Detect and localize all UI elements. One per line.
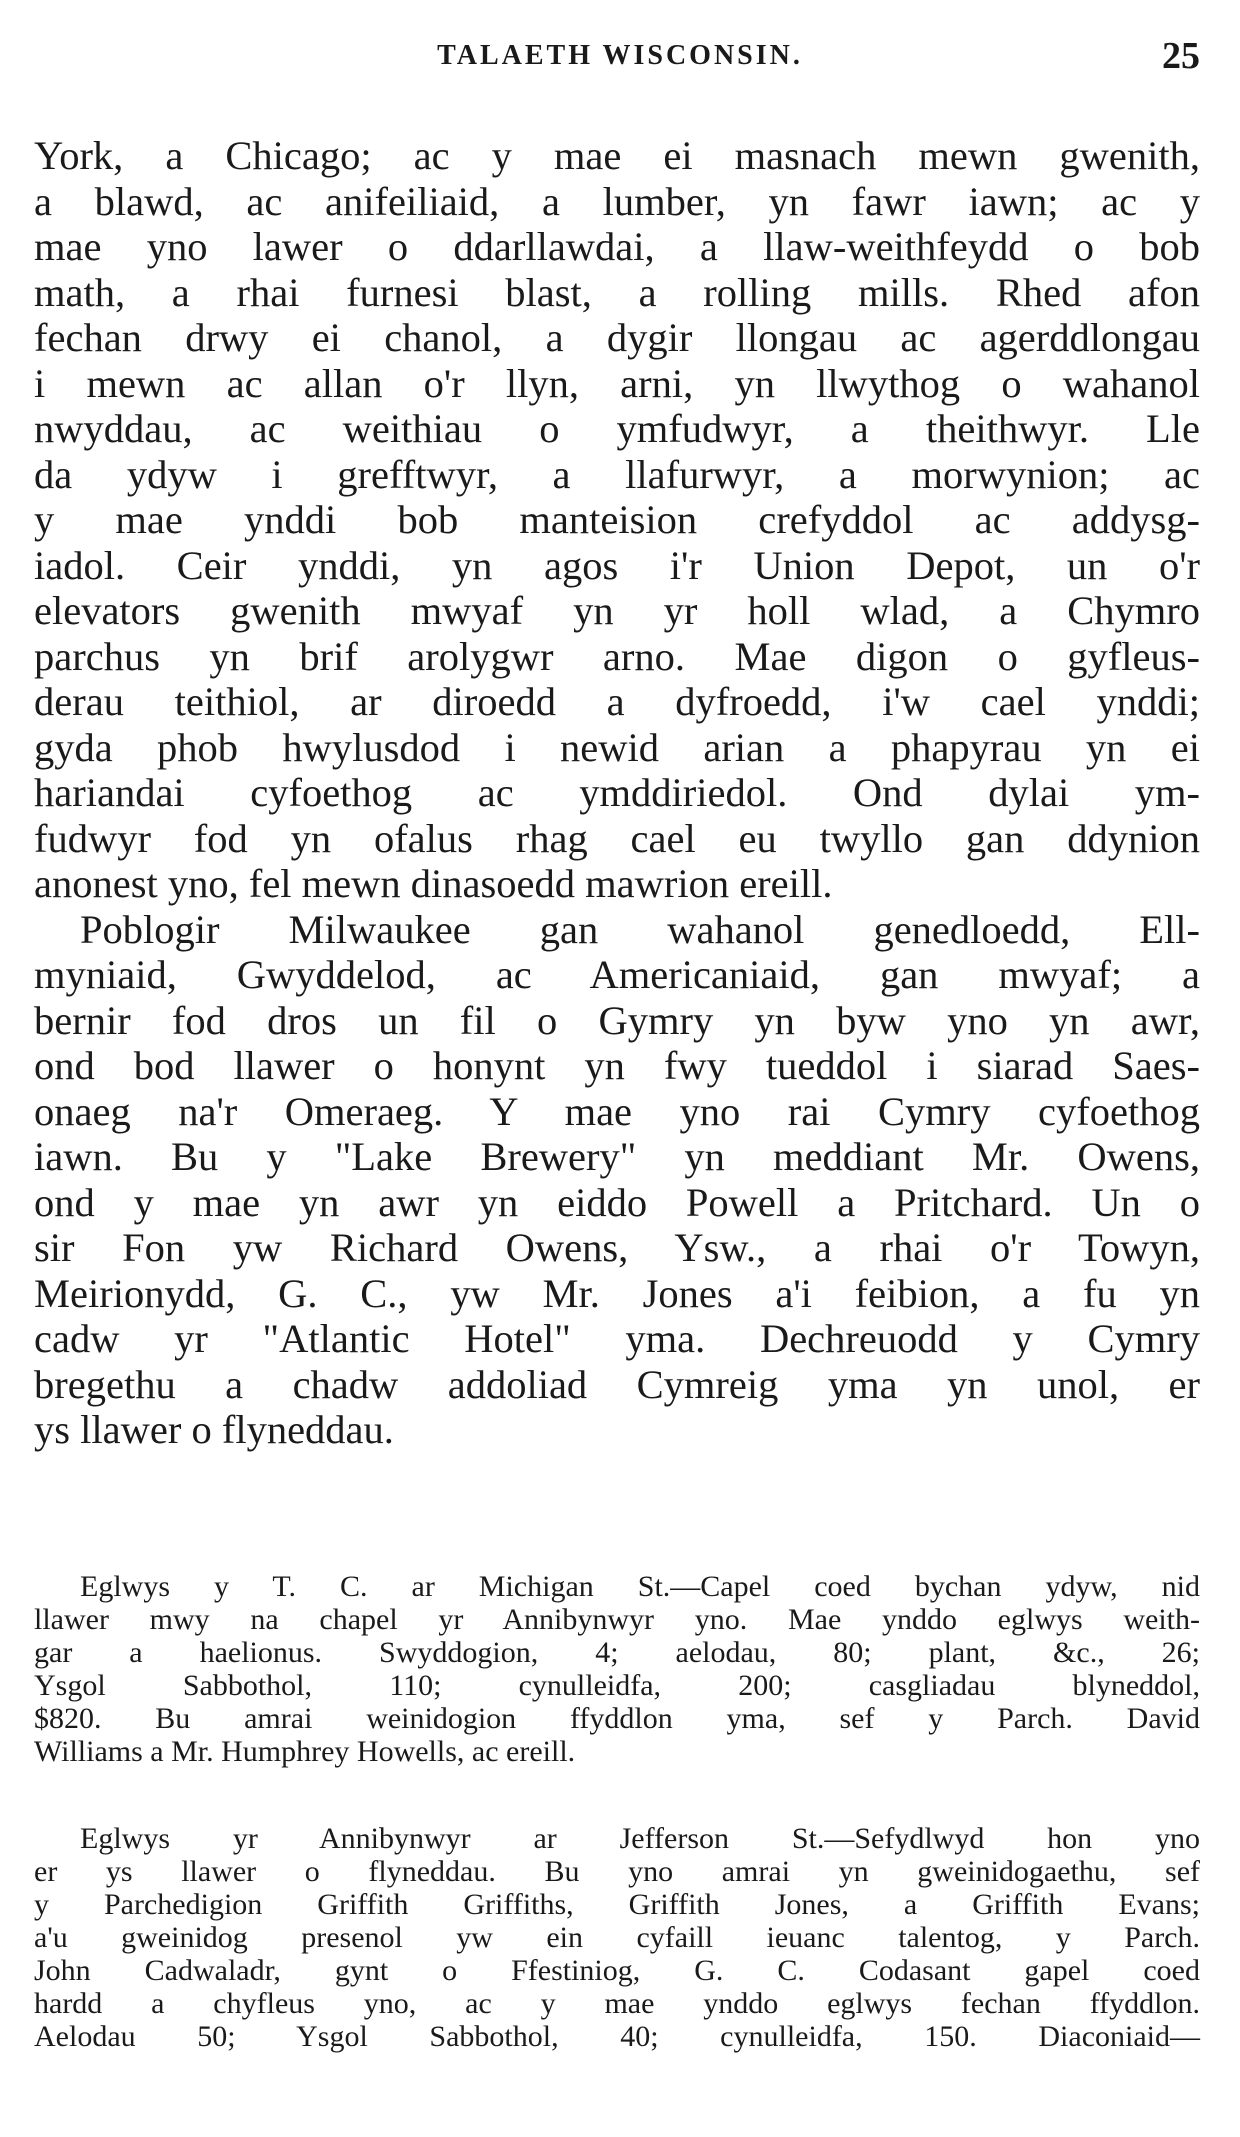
text-line: fechan drwy ei chanol, a dygir llongau ac agerddlongau	[34, 315, 1200, 360]
text-line: Poblogir Milwaukee gan wahanol genedloedd, Ell-	[80, 906, 1200, 952]
text-line: ys llawer o flyneddau.	[34, 1407, 394, 1452]
note-line: John Cadwaladr, gynt o Ffestiniog, G. C. Codasant gapel coed	[34, 1954, 1200, 1987]
text-line: math, a rhai furnesi blast, a rolling mills. Rhed afon	[34, 269, 1200, 315]
note-michigan-street	[34, 1570, 1200, 1768]
text-line: parchus yn brif arolygwr arno. Mae digon o gyfleus-	[34, 633, 1200, 679]
text-line: York, a Chicago; ac y mae ei masnach mewn gwenith,	[34, 133, 1200, 178]
note-line: $820. Bu amrai weinidogion ffyddlon yma, sef y Parch. David	[34, 1702, 1200, 1735]
text-line: onaeg na'r Omeraeg. Y mae yno rai Cymry cyfoethog	[34, 1088, 1200, 1134]
text-line: sir Fon yw Richard Owens, Ysw., a rhai o'r Towyn,	[34, 1225, 1200, 1270]
text-line: bregethu a chadw addoliad Cymreig yma yn unol, er	[34, 1361, 1200, 1407]
note-line: gar a haelionus. Swyddogion, 4; aelodau, 80; plant, &c., 26;	[34, 1636, 1200, 1669]
note-line: hardd a chyfleus yno, ac y mae ynddo eglwys fechan ffyddlon.	[34, 1987, 1200, 2020]
note-line: llawer mwy na chapel yr Annibynwyr yno. Mae ynddo eglwys weith-	[34, 1603, 1200, 1636]
text-line: gyda phob hwylusdod i newid arian a phapyrau yn ei	[34, 724, 1200, 770]
note-line: Eglwys yr Annibynwyr ar Jefferson St.—Sefydlwyd hon yno	[80, 1822, 1200, 1855]
text-line: a blawd, ac anifeiliaid, a lumber, yn fawr iawn; ac y	[34, 178, 1200, 224]
text-line: cadw yr "Atlantic Hotel" yma. Dechreuodd y Cymry	[34, 1316, 1200, 1361]
note-jefferson-street	[34, 1822, 1200, 2053]
text-line: i mewn ac allan o'r llyn, arni, yn llwythog o wahanol	[34, 360, 1200, 406]
main-text	[34, 133, 1200, 1453]
text-line: hariandai cyfoethog ac ymddiriedol. Ond dylai ym-	[34, 770, 1200, 815]
text-line: ond bod llawer o honynt yn fwy tueddol i siarad Saes-	[34, 1043, 1200, 1088]
text-line: mae yno lawer o ddarllawdai, a llaw-weithfeydd o bob	[34, 224, 1200, 269]
running-title: TALAETH WISCONSIN.	[437, 40, 803, 71]
text-line: elevators gwenith mwyaf yn yr holl wlad, a Chymro	[34, 588, 1200, 633]
text-line: myniaid, Gwyddelod, ac Americaniaid, gan mwyaf; a	[34, 952, 1200, 997]
note-line: er ys llawer o flyneddau. Bu yno amrai yn gweinidogaethu, sef	[34, 1855, 1200, 1888]
text-line: iawn. Bu y "Lake Brewery" yn meddiant Mr. Owens,	[34, 1134, 1200, 1179]
text-line: ond y mae yn awr yn eiddo Powell a Pritchard. Un o	[34, 1179, 1200, 1225]
note-line: a'u gweinidog presenol yw ein cyfaill ieuanc talentog, y Parch.	[34, 1921, 1200, 1954]
note-line: Ysgol Sabbothol, 110; cynulleidfa, 200; casgliadau blyneddol,	[34, 1669, 1200, 1702]
text-line: iadol. Ceir ynddi, yn agos i'r Union Depot, un o'r	[34, 542, 1200, 588]
note-line: Eglwys y T. C. ar Michigan St.—Capel coed bychan ydyw, nid	[80, 1570, 1200, 1603]
text-line: da ydyw i grefftwyr, a llafurwyr, a morwynion; ac	[34, 451, 1200, 497]
page-number: 25	[1162, 35, 1200, 77]
note-line: Williams a Mr. Humphrey Howells, ac ereill.	[34, 1735, 576, 1768]
text-line: bernir fod dros un fil o Gymry yn byw yno yn awr,	[34, 997, 1200, 1043]
text-line: y mae ynddi bob manteision crefyddol ac addysg-	[34, 497, 1200, 542]
text-line: derau teithiol, ar diroedd a dyfroedd, i'w cael ynddi;	[34, 679, 1200, 724]
note-line: y Parchedigion Griffith Griffiths, Griffith Jones, a Griffith Evans;	[34, 1888, 1200, 1921]
note-line: Aelodau 50; Ysgol Sabbothol, 40; cynulleidfa, 150. Diaconiaid—	[34, 2020, 1200, 2053]
text-line: Meirionydd, G. C., yw Mr. Jones a'i feibion, a fu yn	[34, 1270, 1200, 1316]
text-line: nwyddau, ac weithiau o ymfudwyr, a theithwyr. Lle	[34, 406, 1200, 451]
text-line: anonest yno, fel mewn dinasoedd mawrion ereill.	[34, 861, 833, 906]
running-head	[40, 34, 1200, 84]
text-line: fudwyr fod yn ofalus rhag cael eu twyllo gan ddynion	[34, 815, 1200, 861]
